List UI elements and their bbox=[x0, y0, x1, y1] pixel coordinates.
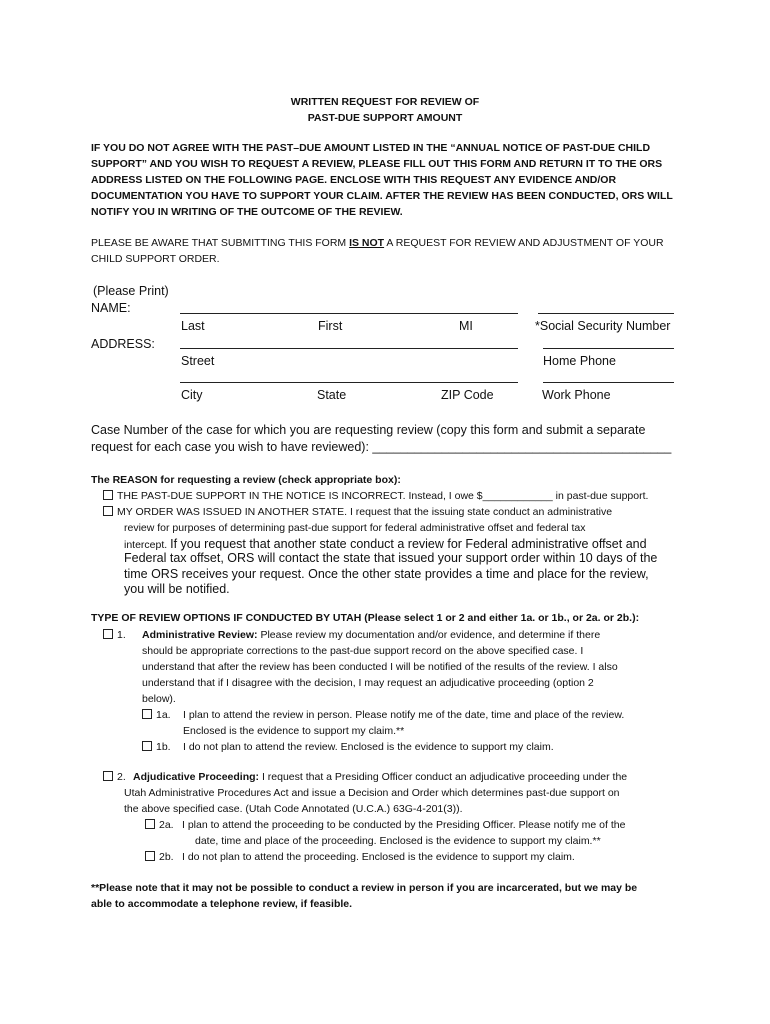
option-text: I do not plan to attend the proceeding. Enclosed is the evidence to support my claim. bbox=[182, 851, 575, 863]
incarceration-note-line-2: able to accommodate a telephone review, if feasible. bbox=[91, 898, 353, 910]
home-phone-field-line[interactable] bbox=[543, 348, 674, 349]
aware-line-1 bbox=[91, 235, 664, 252]
option-number: 2. bbox=[117, 771, 126, 783]
option-text: understand that after the review has been conducted I will be notified of the results of the review. I also bbox=[142, 661, 618, 673]
checkbox[interactable] bbox=[103, 629, 113, 639]
option-number: 1. bbox=[117, 629, 126, 641]
aware-line-2: CHILD SUPPORT ORDER. bbox=[91, 253, 220, 265]
option-text: date, time and place of the proceeding. Enclosed is the evidence to support my claim.** bbox=[195, 835, 601, 847]
option-text: understand that if I disagree with the decision, I may request an adjudicative proceeding (option 2 bbox=[142, 677, 594, 689]
reason-note-text: you will be notified. bbox=[124, 582, 230, 596]
first-name-caption: First bbox=[318, 319, 343, 333]
city-state-zip-field-line[interactable] bbox=[180, 382, 518, 383]
review-option-2b[interactable] bbox=[145, 849, 174, 866]
work-phone-caption: Work Phone bbox=[542, 388, 611, 402]
review-option-1-line bbox=[142, 627, 600, 644]
reason-option-incorrect[interactable] bbox=[103, 488, 648, 505]
intro-line: DOCUMENTATION YOU HAVE TO SUPPORT YOUR CLAIM. AFTER THE REVIEW HAS BEEN CONDUCTED, ORS WILL bbox=[91, 190, 673, 202]
option-title: Adjudicative Proceeding: bbox=[133, 771, 260, 783]
aware-text: PLEASE BE AWARE THAT SUBMITTING THIS FORM bbox=[91, 237, 350, 249]
checkbox[interactable] bbox=[142, 709, 152, 719]
last-name-caption: Last bbox=[181, 319, 205, 333]
zip-caption: ZIP Code bbox=[441, 388, 494, 402]
option-text: Please review my documentation and/or evidence, and determine if there bbox=[257, 629, 601, 641]
option-text: below). bbox=[142, 693, 176, 705]
aware-text: A REQUEST FOR REVIEW AND ADJUSTMENT OF YOUR bbox=[384, 237, 664, 249]
work-phone-field-line[interactable] bbox=[543, 382, 674, 383]
please-print-label: (Please Print) bbox=[93, 284, 169, 298]
reason-option-text: THE PAST-DUE SUPPORT IN THE NOTICE IS INCORRECT. Instead, I owe $____________ in past-due support. bbox=[117, 490, 649, 502]
address-label: ADDRESS: bbox=[91, 337, 155, 351]
street-field-line[interactable] bbox=[180, 348, 518, 349]
city-caption: City bbox=[181, 388, 203, 402]
checkbox[interactable] bbox=[103, 771, 113, 781]
review-option-1[interactable] bbox=[103, 627, 126, 644]
home-phone-caption: Home Phone bbox=[543, 354, 616, 368]
incarceration-note-line-1: **Please note that it may not be possible to conduct a review in person if you are incarcerated, but we may be bbox=[91, 882, 638, 894]
option-text: should be appropriate corrections to the past-due support record on the above specified case. I bbox=[142, 645, 584, 657]
ssn-field-line[interactable] bbox=[538, 313, 674, 314]
option-text: I request that a Presiding Officer conduct an adjudicative proceeding under the bbox=[259, 771, 628, 783]
state-caption: State bbox=[317, 388, 347, 402]
intro-line: ADDRESS LISTED ON THE FOLLOWING PAGE. ENCLOSE WITH THIS REQUEST ANY EVIDENCE AND/OR bbox=[91, 174, 617, 186]
reason-option-text: MY ORDER WAS ISSUED IN ANOTHER STATE. I request that the issuing state conduct an administrative bbox=[117, 506, 613, 518]
intro-line: IF YOU DO NOT AGREE WITH THE PAST–DUE AMOUNT LISTED IN THE “ANNUAL NOTICE OF PAST-DUE CHILD bbox=[91, 142, 651, 154]
review-option-1a[interactable] bbox=[142, 707, 171, 724]
name-label: NAME: bbox=[91, 301, 131, 315]
intro-line: SUPPORT” AND YOU WISH TO REQUEST A REVIEW, PLEASE FILL OUT THIS FORM AND RETURN IT TO THE ORS bbox=[91, 158, 663, 170]
option-text: Enclosed is the evidence to support my claim.** bbox=[183, 725, 405, 737]
ssn-caption: *Social Security Number bbox=[535, 319, 671, 333]
option-text: I plan to attend the review in person. Please notify me of the date, time and place of the review. bbox=[183, 709, 625, 721]
middle-initial-caption: MI bbox=[459, 319, 473, 333]
form-title-line-1: WRITTEN REQUEST FOR REVIEW OF bbox=[290, 96, 480, 108]
name-field-line[interactable] bbox=[180, 313, 518, 314]
review-option-2-line bbox=[133, 769, 627, 786]
case-number-line-1: Case Number of the case for which you are requesting review (copy this form and submit a separate bbox=[91, 423, 646, 437]
reason-note-text: Federal tax offset, ORS will contact the state that issued your support order within 10 days of the bbox=[124, 551, 658, 565]
checkbox[interactable] bbox=[142, 741, 152, 751]
checkbox[interactable] bbox=[103, 490, 113, 500]
review-option-1b[interactable] bbox=[142, 739, 171, 756]
option-number: 2a. bbox=[159, 819, 174, 831]
checkbox[interactable] bbox=[103, 506, 113, 516]
intro-line: NOTIFY YOU IN WRITING OF THE OUTCOME OF THE REVIEW. bbox=[91, 206, 403, 218]
street-caption: Street bbox=[181, 354, 215, 368]
checkbox[interactable] bbox=[145, 851, 155, 861]
form-title-line-2: PAST-DUE SUPPORT AMOUNT bbox=[307, 112, 463, 124]
option-number: 1a. bbox=[156, 709, 171, 721]
reason-heading: The REASON for requesting a review (check appropriate box): bbox=[91, 474, 401, 486]
option-text: I plan to attend the proceeding to be conducted by the Presiding Officer. Please notify me of the bbox=[182, 819, 626, 831]
option-text: the above specified case. (Utah Code Annotated (U.C.A.) 63G-4-201(3)). bbox=[124, 803, 463, 815]
reason-note-text: time ORS receives your request. Once the other state provides a time and place for the review, bbox=[124, 567, 649, 581]
review-option-2a[interactable] bbox=[145, 817, 174, 834]
option-text: I do not plan to attend the review. Enclosed is the evidence to support my claim. bbox=[183, 741, 554, 753]
review-option-2[interactable] bbox=[103, 769, 126, 786]
option-title: Administrative Review: bbox=[142, 629, 258, 641]
checkbox[interactable] bbox=[145, 819, 155, 829]
option-number: 2b. bbox=[159, 851, 174, 863]
reason-note-text: If you request that another state conduct a review for Federal administrative offset and bbox=[170, 537, 647, 551]
aware-emphasis: IS NOT bbox=[349, 237, 385, 249]
reason-option-text: intercept. bbox=[124, 539, 168, 551]
reason-option-other-state[interactable] bbox=[103, 504, 612, 521]
option-text: Utah Administrative Procedures Act and issue a Decision and Order which determines past-due support on bbox=[124, 787, 620, 799]
option-number: 1b. bbox=[156, 741, 171, 753]
review-type-heading: TYPE OF REVIEW OPTIONS IF CONDUCTED BY UTAH (Please select 1 or 2 and either 1a. or 1b., or 2a. or 2b.): bbox=[91, 612, 640, 624]
reason-option-text: review for purposes of determining past-due support for federal administrative offset and federal tax bbox=[124, 522, 586, 534]
case-number-line-2[interactable]: request for each case you wish to have reviewed): ___________________________________________ bbox=[91, 440, 672, 454]
